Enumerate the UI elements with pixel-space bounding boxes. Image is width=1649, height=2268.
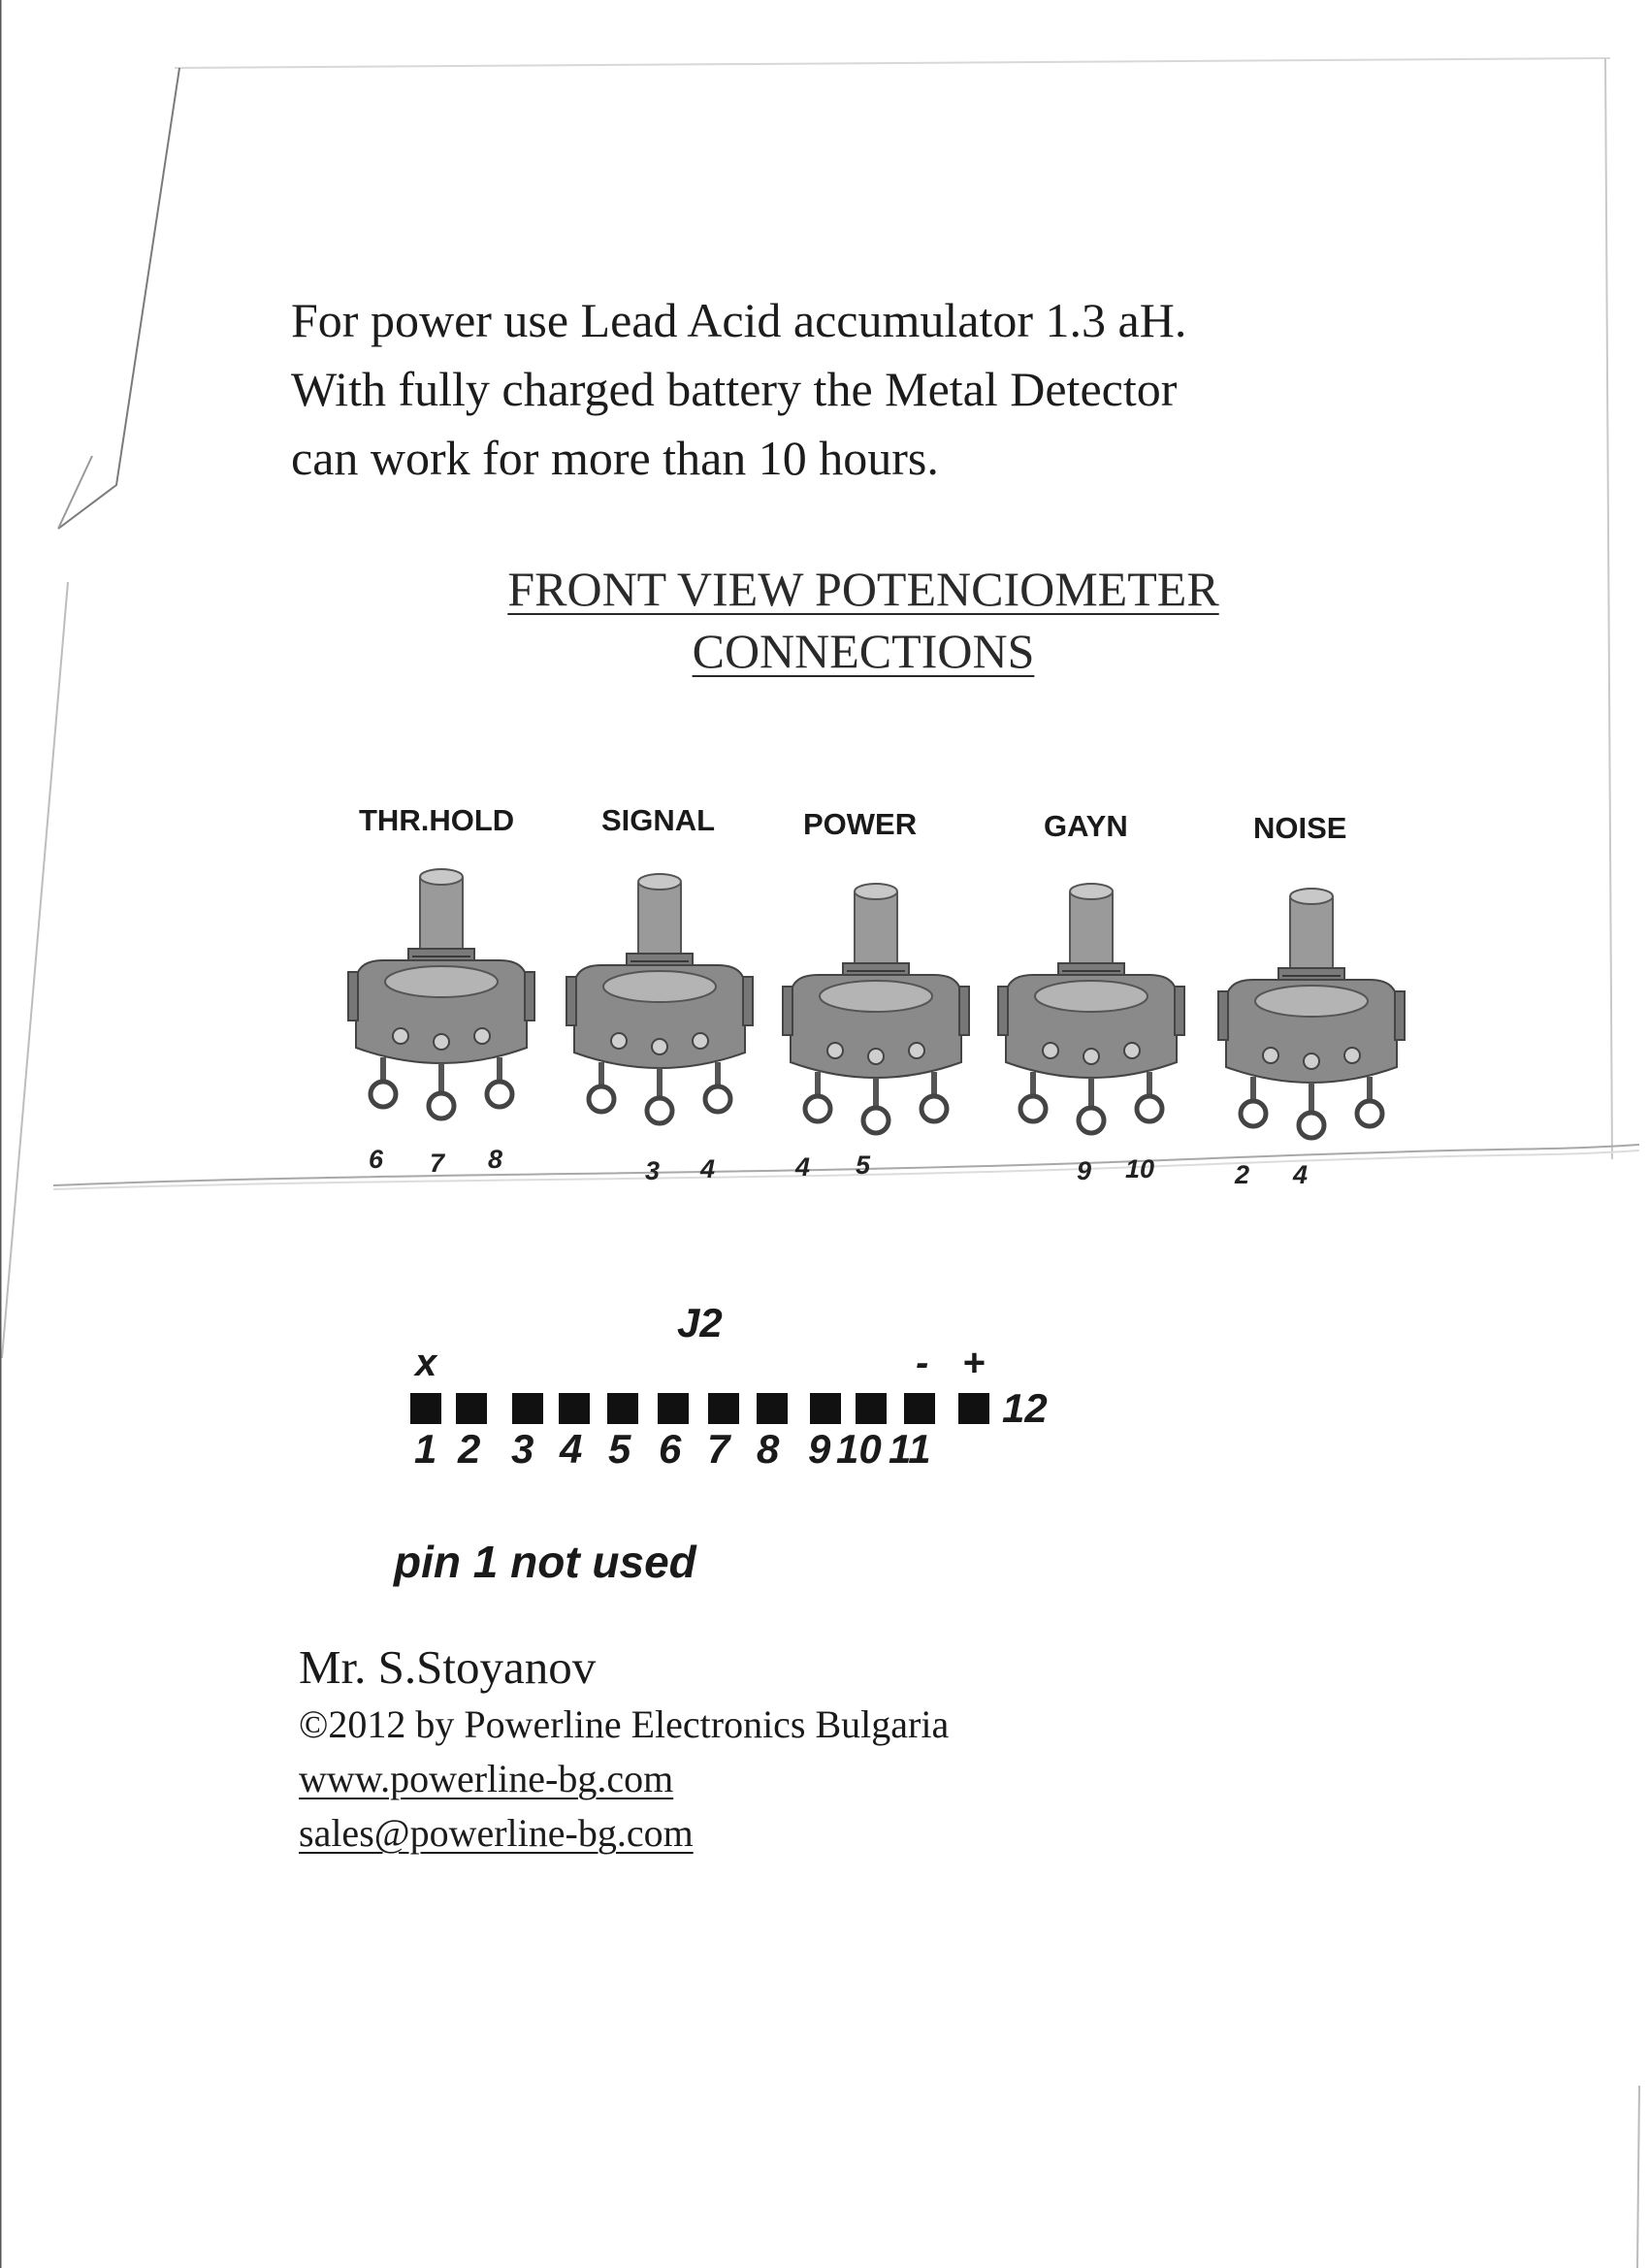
connector-pin-11 bbox=[904, 1393, 935, 1424]
heading-line-2: CONNECTIONS bbox=[692, 624, 1035, 678]
unused-pin-mark: x bbox=[415, 1342, 437, 1384]
connector-pin-label: 12 bbox=[1002, 1385, 1048, 1431]
connector-pin-label: 5 bbox=[608, 1426, 631, 1472]
heading-line-1: FRONT VIEW POTENCIOMETER bbox=[507, 562, 1219, 616]
connector-pin-label: 11 bbox=[889, 1426, 931, 1472]
connector-pin-12 bbox=[958, 1393, 989, 1424]
author-name: Mr. S.Stoyanov bbox=[299, 1640, 597, 1694]
intro-line-2: With fully charged battery the Metal Detector bbox=[291, 362, 1178, 416]
potentiometer-power-image bbox=[779, 878, 973, 1150]
power-info-paragraph bbox=[291, 286, 1455, 493]
pot-threshold-pin: 7 bbox=[430, 1149, 445, 1178]
connector-pin-label: 3 bbox=[511, 1426, 534, 1472]
pot-power-pin: 5 bbox=[856, 1150, 871, 1180]
pot-noise-pin: 4 bbox=[1293, 1160, 1309, 1189]
pot-threshold-pin: 6 bbox=[369, 1145, 384, 1174]
pot-label-gain: GAYN bbox=[1044, 809, 1128, 843]
website-link[interactable]: www.powerline-bg.com bbox=[299, 1757, 674, 1800]
potentiometer-signal-image bbox=[563, 868, 757, 1140]
potentiometer-noise-image bbox=[1214, 883, 1408, 1154]
pot-threshold-pin: 8 bbox=[488, 1145, 503, 1174]
pot-gain-pin: 9 bbox=[1077, 1156, 1092, 1185]
connector-pin-label: 1 bbox=[414, 1426, 437, 1472]
connector-pin-3 bbox=[512, 1393, 543, 1424]
connector-pin-9 bbox=[810, 1393, 841, 1424]
pot-label-signal: SIGNAL bbox=[601, 803, 716, 837]
email-link[interactable]: sales@powerline-bg.com bbox=[299, 1811, 694, 1855]
connector-pin-1 bbox=[410, 1393, 441, 1424]
connector-pin-label: 4 bbox=[560, 1426, 583, 1472]
pin-note: pin 1 not used bbox=[394, 1537, 696, 1587]
connector-pin-label: 2 bbox=[458, 1426, 481, 1472]
connector-pin-6 bbox=[658, 1393, 689, 1424]
connector-pin-label: 6 bbox=[659, 1426, 682, 1472]
section-heading bbox=[291, 558, 1436, 682]
pot-signal-pin: 4 bbox=[700, 1154, 716, 1183]
intro-line-1: For power use Lead Acid accumulator 1.3 aH. bbox=[291, 293, 1187, 347]
connector-pin-label: 10 bbox=[836, 1426, 882, 1472]
connector-pin-8 bbox=[757, 1393, 788, 1424]
pot-label-threshold: THR.HOLD bbox=[359, 803, 515, 837]
connector-pin-2 bbox=[456, 1393, 487, 1424]
connector-pin-label: 7 bbox=[707, 1426, 730, 1472]
connector-title: J2 bbox=[677, 1300, 723, 1345]
pot-signal-pin: 3 bbox=[645, 1156, 661, 1185]
connector-pin-4 bbox=[559, 1393, 590, 1424]
pot-label-noise: NOISE bbox=[1253, 811, 1347, 845]
potentiometer-threshold-image bbox=[344, 863, 538, 1135]
pot-label-power: POWER bbox=[803, 807, 918, 841]
connector-pin-10 bbox=[856, 1393, 887, 1424]
potentiometer-gain-image bbox=[994, 878, 1188, 1150]
connector-pin-label: 8 bbox=[757, 1426, 780, 1472]
intro-line-3: can work for more than 10 hours. bbox=[291, 431, 939, 485]
connector-pin-7 bbox=[708, 1393, 739, 1424]
positive-mark: + bbox=[962, 1342, 986, 1384]
pot-power-pin: 4 bbox=[795, 1152, 811, 1182]
pot-gain-pin: 10 bbox=[1125, 1154, 1155, 1183]
connector-pin-label: 9 bbox=[808, 1426, 831, 1472]
connector-pin-5 bbox=[607, 1393, 638, 1424]
pot-noise-pin: 2 bbox=[1235, 1160, 1250, 1189]
copyright-line: ©2012 by Powerline Electronics Bulgaria bbox=[299, 1702, 950, 1746]
negative-mark: - bbox=[916, 1342, 929, 1384]
